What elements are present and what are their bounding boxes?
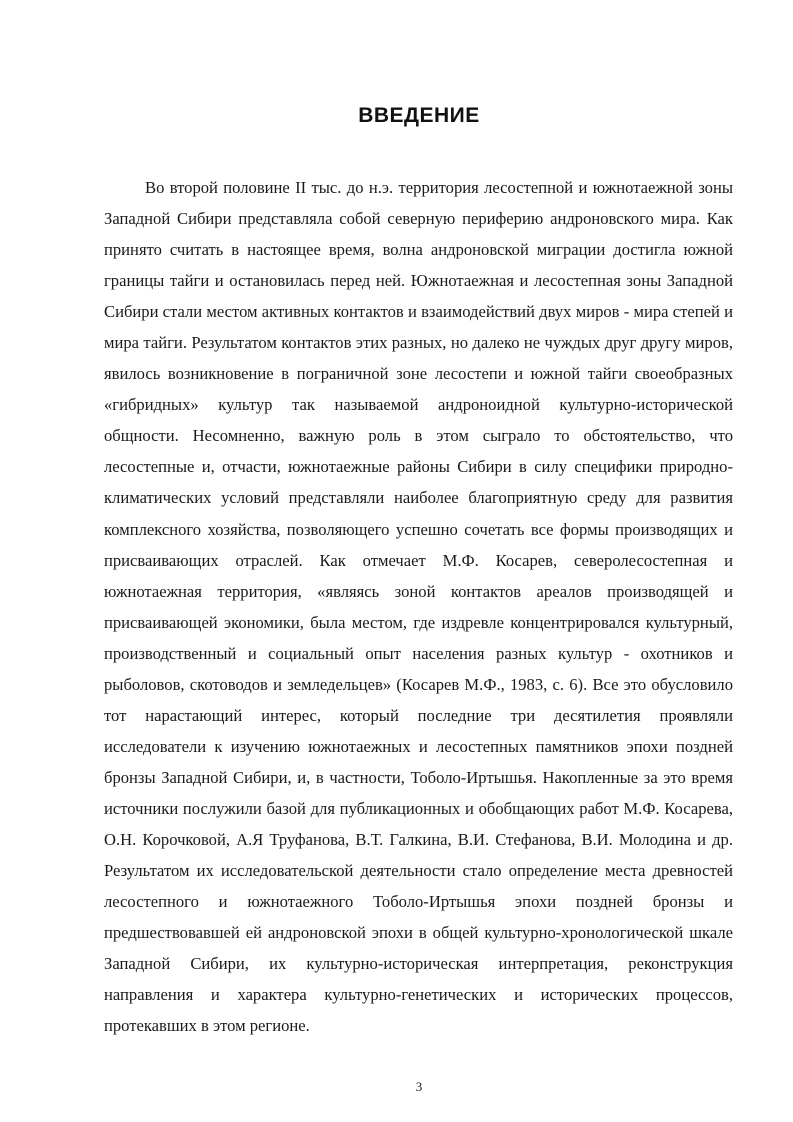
body-paragraph: Во второй половине II тыс. до н.э. территория лесостепной и южнотаежной зоны Западной Сибири представляла собой северную периферию андроновского мира. Как принято считать в настоящее время, волна андроновской миграции достигла южной границы тайги и остановилась перед ней. Южнотаежная и лесостепная зоны Западной Сибири стали местом активных контактов и взаимодействий двух миров - мира степей и мира тайги. Результатом контактов этих разных, но далеко не чуждых друг другу миров, явилось возникновение в пограничной зоне лесостепи и южной тайги своеобразных «гибридных» культур так называемой андроноидной культурно-исторической общности. Несомненно, важную роль в этом сыграло то обстоятельство, что лесостепные и, отчасти, южнотаежные районы Сибири в силу специфики природно-климатических условий представляли наиболее благоприятную среду для развития комплексного хозяйства, позволяющего успешно сочетать все формы производящих и присваивающих отраслей. Как отмечает М.Ф. Косарев, северолесостепная и южнотаежная территория, «являясь зоной контактов ареалов производящей и присваивающей экономики, была местом, где издревле концентрировался культурный, производственный и социальный опыт населения разных культур - охотников и рыболовов, скотоводов и земледельцев» (Косарев М.Ф., 1983, с. 6). Все это обусловило тот нарастающий интерес, который последние три десятилетия проявляли исследователи к изучению южнотаежных и лесостепных памятников эпохи поздней бронзы Западной Сибири, и, в частности, Тоболо-Иртышья. Накопленные за это время источники послужили базой для публикационных и обобщающих работ М.Ф. Косарева, О.Н. Корочковой, А.Я Труфанова, В.Т. Галкина, В.И. Стефанова, В.И. Молодина и др. Результатом их исследовательской деятельности стало определение места древностей лесостепного и южнотаежного Тоболо-Иртышья эпохи поздней бронзы и предшествовавшей ей андроновской эпохи в общей культурно-хронологической шкале Западной Сибири, их культурно-историческая интерпретация, реконструкция направления и характера культурно-генетических и исторических процессов, протекавших в этом регионе. — [104, 178, 733, 1036]
page-title: ВВЕДЕНИЕ — [358, 104, 480, 127]
page-number: 3 — [415, 1079, 423, 1094]
